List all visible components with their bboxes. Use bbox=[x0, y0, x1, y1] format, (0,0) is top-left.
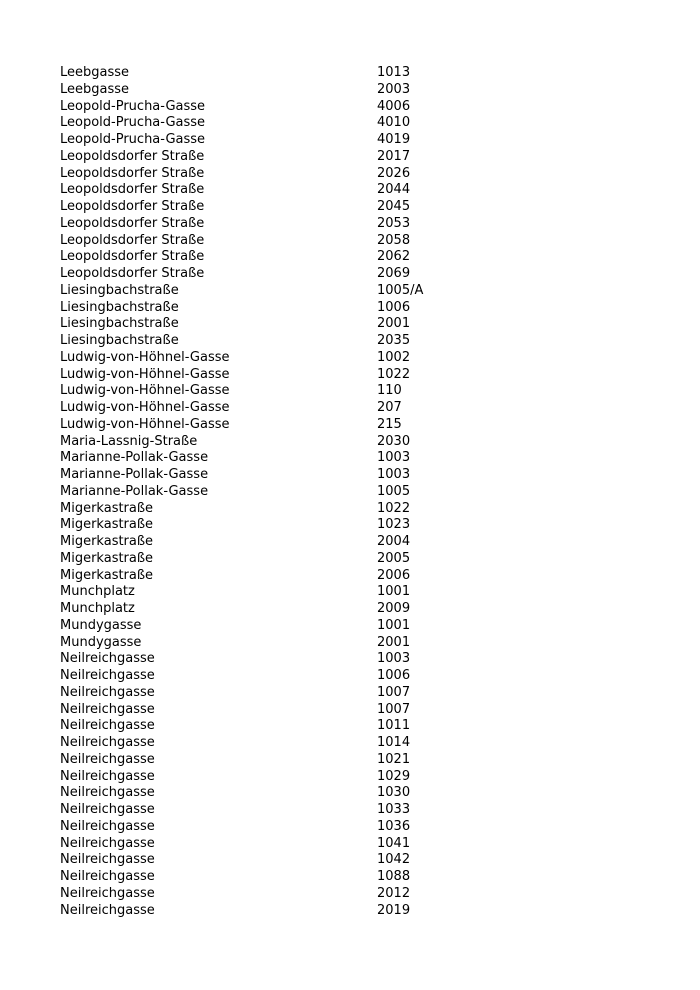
table-row bbox=[60, 785, 460, 802]
house-number-cell: 2017 bbox=[377, 148, 411, 164]
house-number-cell: 1014 bbox=[377, 735, 411, 750]
house-number-cell: 2001 bbox=[377, 634, 411, 650]
table-row bbox=[60, 350, 460, 367]
street-name-cell: Liesingbachstraße bbox=[60, 299, 179, 315]
house-number-cell: 2030 bbox=[377, 433, 411, 449]
house-number-cell: 1001 bbox=[377, 617, 411, 633]
house-number-cell: 110 bbox=[377, 383, 402, 399]
street-name-cell: Liesingbachstraße bbox=[60, 333, 179, 348]
house-number-cell: 2026 bbox=[377, 165, 411, 181]
house-number-cell: 2069 bbox=[377, 266, 411, 281]
street-name-cell: Neilreichgasse bbox=[60, 735, 155, 750]
street-name-cell: Leopoldsdorfer Straße bbox=[60, 266, 205, 281]
house-number-cell: 2001 bbox=[377, 316, 411, 332]
table-row bbox=[60, 266, 460, 283]
table-row bbox=[60, 216, 460, 233]
street-name-cell: Maria-Lassnig-Straße bbox=[60, 433, 198, 449]
street-name-cell: Neilreichgasse bbox=[60, 818, 155, 834]
house-number-cell: 1001 bbox=[377, 584, 411, 600]
table-row bbox=[60, 283, 460, 300]
street-name-cell: Leopoldsdorfer Straße bbox=[60, 199, 205, 214]
table-row bbox=[60, 601, 460, 618]
table-row bbox=[60, 685, 460, 702]
table-row bbox=[60, 199, 460, 216]
table-row bbox=[60, 618, 460, 635]
street-name-cell: Leopoldsdorfer Straße bbox=[60, 148, 205, 164]
table-row bbox=[60, 434, 460, 451]
street-name-cell: Leopoldsdorfer Straße bbox=[60, 232, 205, 248]
table-row bbox=[60, 316, 460, 333]
house-number-cell: 4006 bbox=[377, 98, 411, 114]
table-row bbox=[60, 450, 460, 467]
house-number-cell: 2053 bbox=[377, 215, 411, 231]
table-row bbox=[60, 534, 460, 551]
house-number-cell: 4010 bbox=[377, 115, 411, 131]
house-number-cell: 1036 bbox=[377, 818, 411, 834]
table-row bbox=[60, 417, 460, 434]
table-row bbox=[60, 551, 460, 568]
house-number-cell: 2005 bbox=[377, 550, 411, 566]
house-number-cell: 2009 bbox=[377, 601, 411, 616]
street-name-cell: Neilreichgasse bbox=[60, 785, 155, 801]
table-row bbox=[60, 132, 460, 149]
house-number-cell: 1007 bbox=[377, 684, 411, 700]
house-number-cell: 2012 bbox=[377, 885, 411, 901]
table-row bbox=[60, 886, 460, 903]
street-name-cell: Mundygasse bbox=[60, 617, 142, 633]
table-row bbox=[60, 65, 460, 82]
table-row bbox=[60, 718, 460, 735]
house-number-cell: 1041 bbox=[377, 835, 411, 851]
house-number-cell: 1033 bbox=[377, 802, 411, 817]
street-number-list bbox=[60, 65, 460, 919]
house-number-cell: 1030 bbox=[377, 785, 411, 801]
table-row bbox=[60, 149, 460, 166]
table-row bbox=[60, 852, 460, 869]
house-number-cell: 1005/A bbox=[377, 282, 424, 298]
table-row bbox=[60, 752, 460, 769]
street-name-cell: Migerkastraße bbox=[60, 517, 154, 533]
street-name-cell: Migerkastraße bbox=[60, 567, 154, 583]
table-row bbox=[60, 501, 460, 518]
table-row bbox=[60, 584, 460, 601]
table-row bbox=[60, 367, 460, 384]
table-row bbox=[60, 249, 460, 266]
table-row bbox=[60, 903, 460, 920]
street-name-cell: Munchplatz bbox=[60, 584, 135, 600]
street-name-cell: Leopoldsdorfer Straße bbox=[60, 249, 205, 265]
table-row bbox=[60, 802, 460, 819]
house-number-cell: 1003 bbox=[377, 467, 411, 482]
street-name-cell: Neilreichgasse bbox=[60, 651, 155, 667]
table-row bbox=[60, 568, 460, 585]
street-name-cell: Leebgasse bbox=[60, 81, 130, 97]
street-name-cell: Liesingbachstraße bbox=[60, 282, 179, 298]
street-name-cell: Neilreichgasse bbox=[60, 684, 155, 700]
street-name-cell: Leopoldsdorfer Straße bbox=[60, 165, 205, 181]
table-row bbox=[60, 99, 460, 116]
table-row bbox=[60, 400, 460, 417]
house-number-cell: 1022 bbox=[377, 366, 411, 382]
street-name-cell: Migerkastraße bbox=[60, 500, 154, 516]
house-number-cell: 2058 bbox=[377, 232, 411, 248]
house-number-cell: 2035 bbox=[377, 333, 411, 348]
street-name-cell: Leopoldsdorfer Straße bbox=[60, 182, 205, 198]
house-number-cell: 1007 bbox=[377, 701, 411, 717]
street-name-cell: Liesingbachstraße bbox=[60, 316, 179, 332]
table-row bbox=[60, 635, 460, 652]
house-number-cell: 1042 bbox=[377, 852, 411, 868]
table-row bbox=[60, 517, 460, 534]
house-number-cell: 1003 bbox=[377, 651, 411, 667]
street-name-cell: Ludwig-von-Höhnel-Gasse bbox=[60, 349, 230, 365]
table-row bbox=[60, 233, 460, 250]
street-name-cell: Leopoldsdorfer Straße bbox=[60, 215, 205, 231]
house-number-cell: 1023 bbox=[377, 517, 411, 533]
house-number-cell: 1013 bbox=[377, 65, 411, 80]
house-number-cell: 1006 bbox=[377, 668, 411, 683]
house-number-cell: 4019 bbox=[377, 132, 411, 147]
house-number-cell: 1021 bbox=[377, 751, 411, 767]
house-number-cell: 2062 bbox=[377, 249, 411, 265]
table-row bbox=[60, 769, 460, 786]
table-row bbox=[60, 702, 460, 719]
house-number-cell: 2045 bbox=[377, 199, 411, 214]
street-name-cell: Neilreichgasse bbox=[60, 668, 155, 683]
street-name-cell: Neilreichgasse bbox=[60, 852, 155, 868]
street-name-cell: Leopold-Prucha-Gasse bbox=[60, 132, 206, 147]
house-number-cell: 2019 bbox=[377, 902, 411, 918]
house-number-cell: 1005 bbox=[377, 483, 411, 499]
street-name-cell: Munchplatz bbox=[60, 601, 135, 616]
street-name-cell: Neilreichgasse bbox=[60, 835, 155, 851]
table-row bbox=[60, 300, 460, 317]
table-row bbox=[60, 668, 460, 685]
street-name-cell: Migerkastraße bbox=[60, 550, 154, 566]
table-row bbox=[60, 383, 460, 400]
table-row bbox=[60, 819, 460, 836]
street-name-cell: Neilreichgasse bbox=[60, 902, 155, 918]
house-number-cell: 1029 bbox=[377, 768, 411, 784]
table-row bbox=[60, 651, 460, 668]
table-row bbox=[60, 82, 460, 99]
street-name-cell: Neilreichgasse bbox=[60, 718, 155, 734]
street-name-cell: Leopold-Prucha-Gasse bbox=[60, 98, 206, 114]
street-name-cell: Marianne-Pollak-Gasse bbox=[60, 467, 209, 482]
street-name-cell: Migerkastraße bbox=[60, 534, 154, 549]
street-name-cell: Neilreichgasse bbox=[60, 802, 155, 817]
house-number-cell: 1002 bbox=[377, 349, 411, 365]
street-name-cell: Neilreichgasse bbox=[60, 701, 155, 717]
table-row bbox=[60, 115, 460, 132]
table-row bbox=[60, 836, 460, 853]
house-number-cell: 1003 bbox=[377, 450, 411, 466]
table-row bbox=[60, 869, 460, 886]
table-row bbox=[60, 182, 460, 199]
house-number-cell: 215 bbox=[377, 416, 402, 432]
table-row bbox=[60, 166, 460, 183]
street-name-cell: Ludwig-von-Höhnel-Gasse bbox=[60, 416, 230, 432]
street-name-cell: Ludwig-von-Höhnel-Gasse bbox=[60, 383, 230, 399]
street-name-cell: Marianne-Pollak-Gasse bbox=[60, 450, 209, 466]
street-name-cell: Mundygasse bbox=[60, 634, 142, 650]
street-name-cell: Leopold-Prucha-Gasse bbox=[60, 115, 206, 131]
house-number-cell: 1022 bbox=[377, 500, 411, 516]
street-name-cell: Neilreichgasse bbox=[60, 751, 155, 767]
street-name-cell: Neilreichgasse bbox=[60, 869, 155, 884]
house-number-cell: 2004 bbox=[377, 534, 411, 549]
house-number-cell: 1006 bbox=[377, 299, 411, 315]
house-number-cell: 207 bbox=[377, 400, 402, 415]
street-name-cell: Neilreichgasse bbox=[60, 768, 155, 784]
table-row bbox=[60, 467, 460, 484]
house-number-cell: 2006 bbox=[377, 567, 411, 583]
house-number-cell: 2044 bbox=[377, 182, 411, 198]
table-row bbox=[60, 333, 460, 350]
street-name-cell: Leebgasse bbox=[60, 65, 130, 80]
table-row bbox=[60, 735, 460, 752]
house-number-cell: 1088 bbox=[377, 869, 411, 884]
house-number-cell: 1011 bbox=[377, 718, 411, 734]
street-name-cell: Marianne-Pollak-Gasse bbox=[60, 483, 209, 499]
table-row bbox=[60, 484, 460, 501]
house-number-cell: 2003 bbox=[377, 81, 411, 97]
street-name-cell: Ludwig-von-Höhnel-Gasse bbox=[60, 366, 230, 382]
street-name-cell: Neilreichgasse bbox=[60, 885, 155, 901]
street-name-cell: Ludwig-von-Höhnel-Gasse bbox=[60, 400, 230, 415]
